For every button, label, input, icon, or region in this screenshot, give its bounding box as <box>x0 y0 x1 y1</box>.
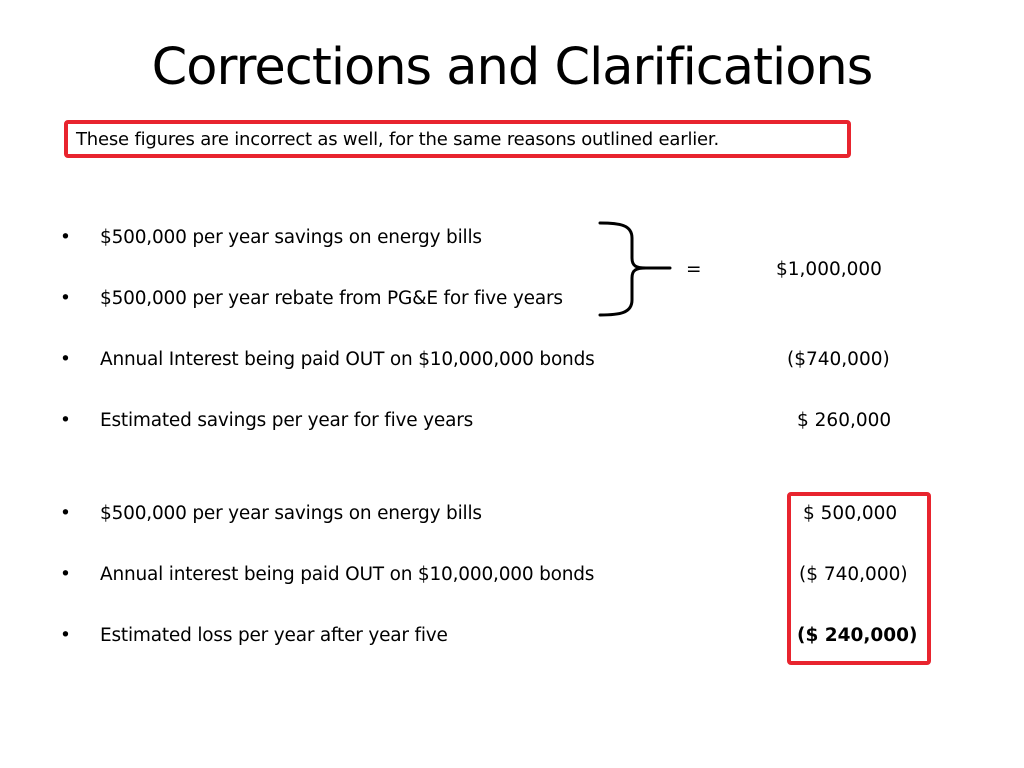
bullet-icon: • <box>60 503 71 524</box>
slide-title: Corrections and Clarifications <box>151 38 873 97</box>
list-item <box>0 622 1024 650</box>
note-text: These figures are incorrect as well, for the same reasons outlined earlier. <box>76 129 720 150</box>
list-item-label: Estimated loss per year after year five <box>100 625 448 646</box>
bullet-icon: • <box>60 410 71 431</box>
bullet-icon: • <box>60 625 71 646</box>
list-item <box>0 561 1024 589</box>
list-item-label: Annual Interest being paid OUT on $10,000,000 bonds <box>100 349 595 370</box>
combined-total-value: $1,000,000 <box>776 259 882 280</box>
list-item <box>0 500 1024 528</box>
list-item-label: $500,000 per year savings on energy bills <box>100 227 482 248</box>
list-item <box>0 407 1024 435</box>
list-item-value: ($ 740,000) <box>799 564 908 585</box>
bullet-icon: • <box>60 564 71 585</box>
list-item-label: $500,000 per year rebate from PG&E for five years <box>100 288 563 309</box>
list-item-value: ($740,000) <box>787 349 890 370</box>
list-item-value: ($ 240,000) <box>797 625 918 646</box>
bullet-icon: • <box>60 288 71 309</box>
bullet-icon: • <box>60 227 71 248</box>
right-curly-brace-icon <box>598 220 673 320</box>
equals-sign: = <box>686 259 702 280</box>
bullet-icon: • <box>60 349 71 370</box>
list-item-value: $ 260,000 <box>797 410 892 431</box>
list-item-label: Annual interest being paid OUT on $10,000,000 bonds <box>100 564 595 585</box>
list-item-value: $ 500,000 <box>803 503 898 524</box>
list-item-label: $500,000 per year savings on energy bills <box>100 503 482 524</box>
list-item-label: Estimated savings per year for five years <box>100 410 474 431</box>
list-item <box>0 285 1024 313</box>
list-item <box>0 224 1024 252</box>
list-item <box>0 346 1024 374</box>
